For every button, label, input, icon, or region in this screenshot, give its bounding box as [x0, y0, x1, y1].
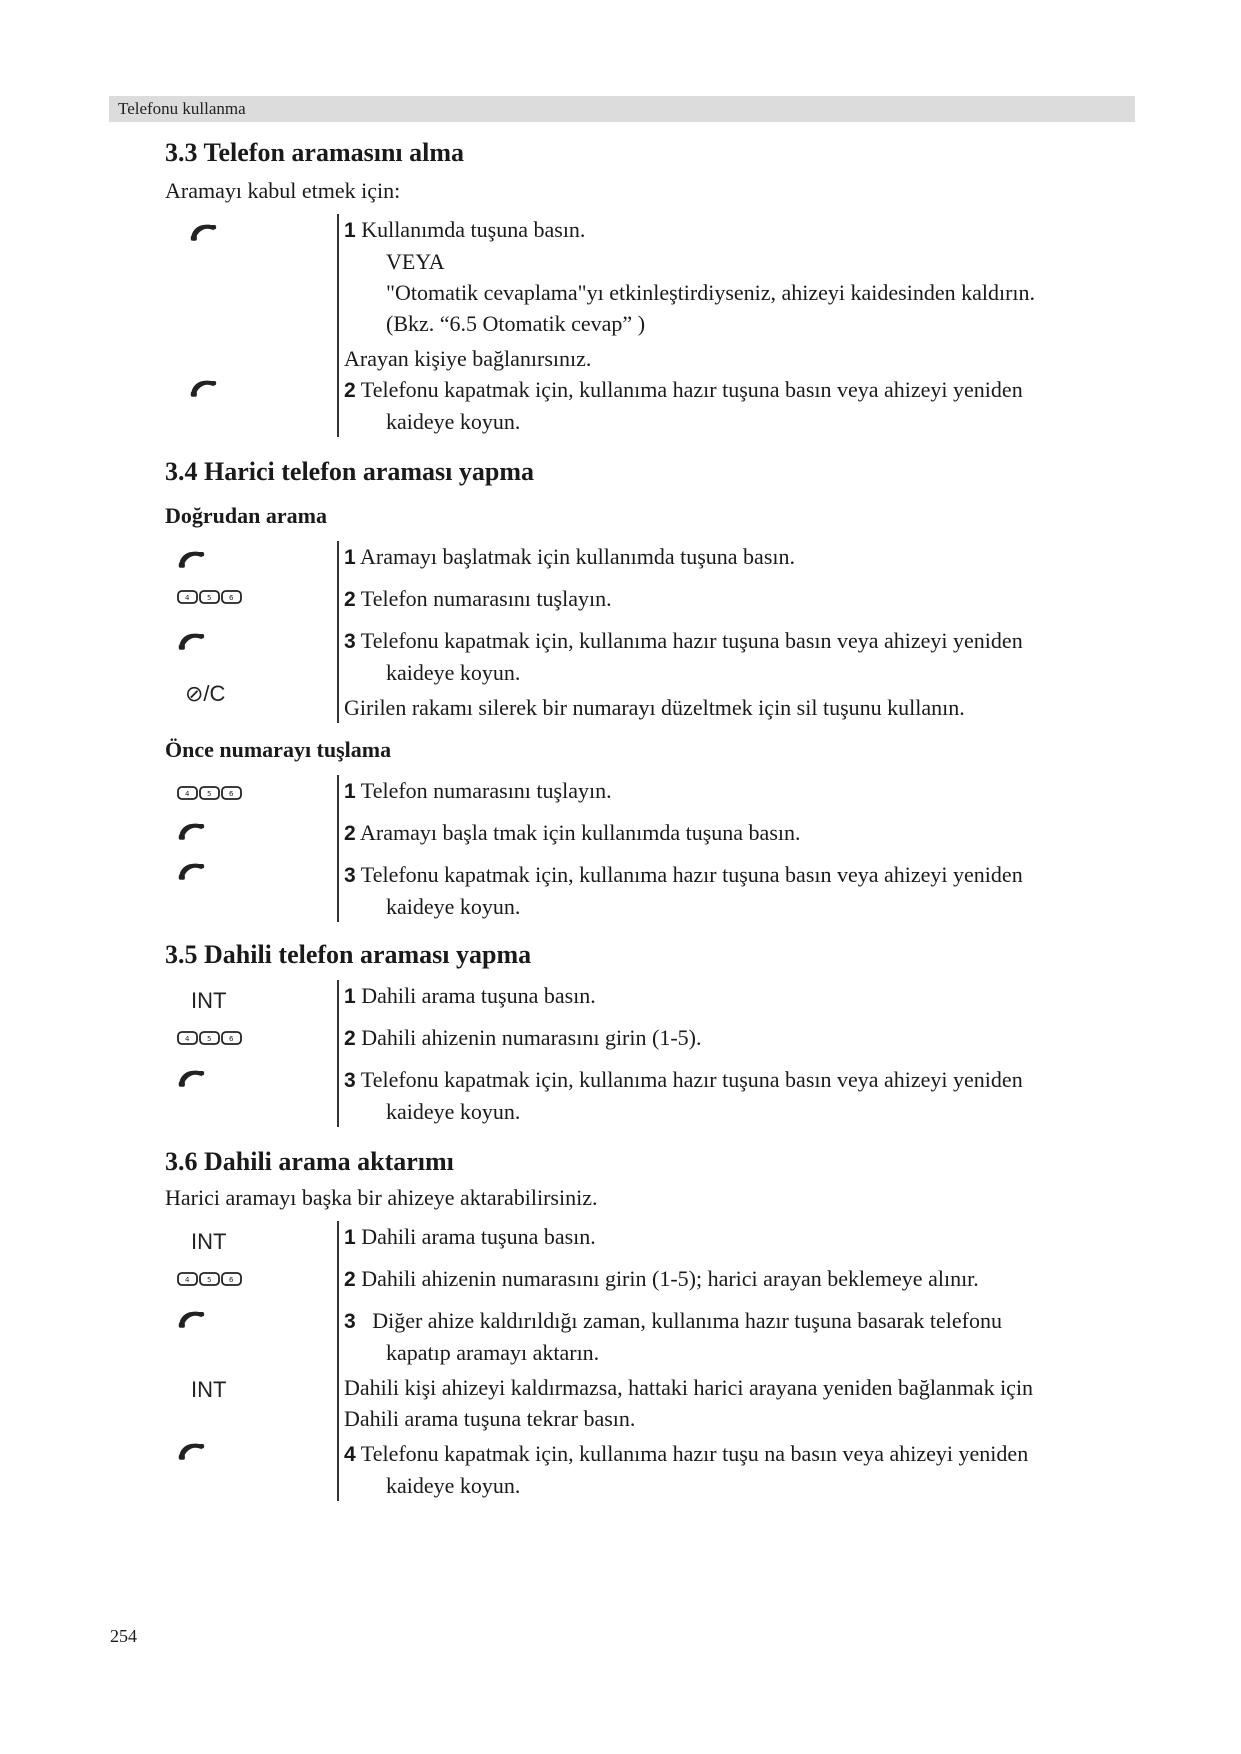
section-3-6-title: 3.6 Dahili arama aktarımı: [165, 1147, 454, 1176]
transfer-steps: [165, 1221, 1145, 1501]
step-note: Dahili kişi ahizeyi kaldırmazsa, hattaki harici arayana yeniden bağlanmak için: [344, 1375, 1034, 1400]
step: 2 Telefonu kapatmak için, kullanıma hazır tuşuna basın veya ahizeyi yeniden: [344, 377, 1023, 402]
step-note: Girilen rakamı silerek bir numarayı düzeltmek için sil tuşunu kullanın.: [344, 695, 965, 720]
page-number: 254: [110, 1626, 137, 1646]
section-3-3-intro: Aramayı kabul etmek için:: [165, 178, 401, 203]
section-3-4-title: 3.4 Harici telefon araması yapma: [165, 457, 534, 486]
predial-steps: [165, 775, 1145, 922]
step-or: VEYA: [386, 249, 445, 274]
handset-icon: [189, 378, 217, 398]
handset-icon: [189, 222, 217, 242]
handset-icon: [177, 631, 205, 651]
internal-call-steps: [165, 980, 1145, 1127]
step-cont: kaideye koyun.: [386, 409, 521, 434]
int-key-icon: INT: [191, 988, 227, 1013]
step-cont: kapatıp aramayı aktarın.: [386, 1340, 600, 1365]
step: 3 Telefonu kapatmak için, kullanıma hazır tuşuna basın veya ahizeyi yeniden: [344, 1067, 1023, 1092]
step: 1 Dahili arama tuşuna basın.: [344, 983, 596, 1008]
section-3-3-title: 3.3 Telefon aramasını alma: [165, 138, 465, 167]
keypad-digits-icon: [177, 1271, 243, 1287]
handset-icon: [177, 821, 205, 841]
step: 4 Telefonu kapatmak için, kullanıma hazır tuşu na basın veya ahizeyi yeniden: [344, 1441, 1029, 1466]
keypad-digits-icon: [177, 1030, 243, 1046]
keypad-digits-icon: [177, 589, 243, 605]
clear-key-icon: ⊘/C: [185, 681, 226, 706]
section-3-3-steps: [165, 214, 1145, 437]
step-cont: kaideye koyun.: [386, 1099, 521, 1124]
keypad-digits-icon: [177, 785, 243, 801]
step-cont: kaideye koyun.: [386, 894, 521, 919]
step-alt: "Otomatik cevaplama"yı etkinleştirdiyseniz, ahizeyi kaidesinden kaldırın.: [386, 280, 1036, 305]
step-note: Arayan kişiye bağlanırsınız.: [344, 346, 592, 371]
step: 1 Kullanımda tuşuna basın.: [344, 217, 586, 242]
handset-icon: [177, 1441, 205, 1461]
step-cont: kaideye koyun.: [386, 660, 521, 685]
step: 1 Aramayı başlatmak için kullanımda tuşuna basın.: [344, 544, 795, 569]
step-cont: kaideye koyun.: [386, 1473, 521, 1498]
page-content: [165, 136, 1145, 1501]
handset-icon: [177, 861, 205, 881]
direct-call-title: Doğrudan arama: [165, 503, 327, 528]
step-note: Dahili arama tuşuna tekrar basın.: [344, 1406, 636, 1431]
step: 3 Telefonu kapatmak için, kullanıma hazır tuşuna basın veya ahizeyi yeniden: [344, 862, 1023, 887]
handset-icon: [177, 1068, 205, 1088]
step: 3 Telefonu kapatmak için, kullanıma hazır tuşuna basın veya ahizeyi yeniden: [344, 628, 1023, 653]
section-3-6-intro: Harici aramayı başka bir ahizeye aktarabilirsiniz.: [165, 1185, 598, 1210]
step: 2 Telefon numarasını tuşlayın.: [344, 586, 612, 611]
running-header: [109, 96, 1135, 122]
step: 2 Dahili ahizenin numarasını girin (1-5).: [344, 1025, 702, 1050]
step-ref: (Bkz. “6.5 Otomatik cevap” ): [386, 311, 646, 336]
direct-call-steps: [165, 541, 1145, 723]
section-3-5-title: 3.5 Dahili telefon araması yapma: [165, 940, 532, 969]
header-title: Telefonu kullanma: [118, 99, 246, 118]
handset-icon: [177, 1309, 205, 1329]
step: 3 Diğer ahize kaldırıldığı zaman, kullanıma hazır tuşuna basarak telefonu: [344, 1308, 1003, 1333]
step: 1 Dahili arama tuşuna basın.: [344, 1224, 596, 1249]
int-key-icon: INT: [191, 1377, 227, 1402]
step: 2 Aramayı başla tmak için kullanımda tuşuna basın.: [344, 820, 801, 845]
int-key-icon: INT: [191, 1229, 227, 1254]
step: 1 Telefon numarasını tuşlayın.: [344, 778, 612, 803]
step: 2 Dahili ahizenin numarasını girin (1-5); harici arayan beklemeye alınır.: [344, 1266, 979, 1291]
handset-icon: [177, 549, 205, 569]
predial-title: Önce numarayı tuşlama: [165, 737, 392, 762]
